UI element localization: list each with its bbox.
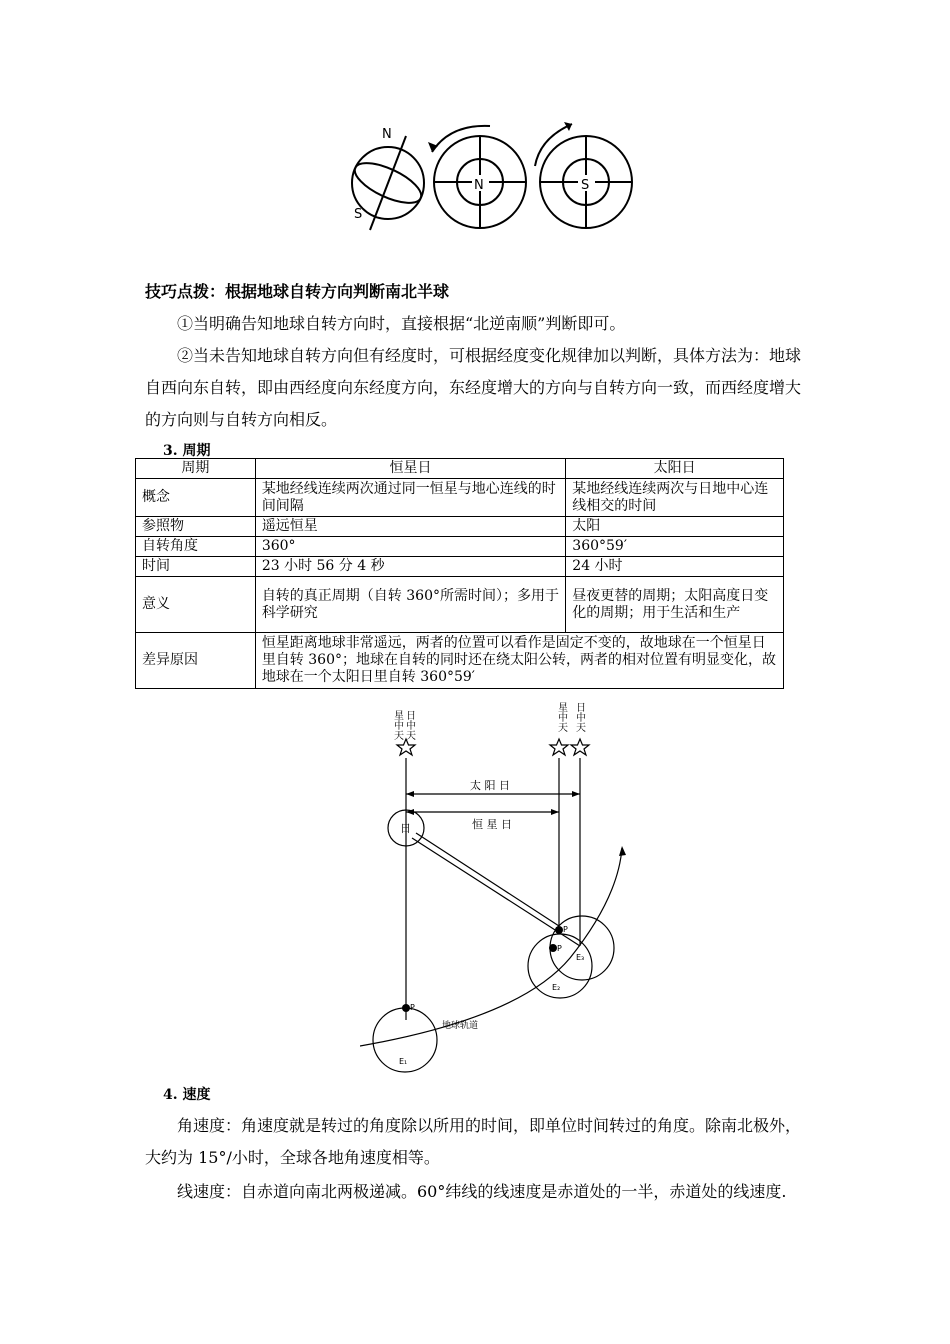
tip-title: 技巧点拨：根据地球自转方向判断南北半球	[145, 282, 450, 301]
north-label: N	[382, 127, 392, 142]
table-cell: 360°	[255, 537, 565, 557]
orbit-figure	[360, 698, 640, 1074]
table-cell: 360°59′	[566, 537, 784, 557]
e2-label: E₂	[552, 983, 561, 992]
table-header-cell: 周期	[136, 459, 256, 479]
table-cell: 时间	[136, 557, 256, 577]
e1-label: E₁	[399, 1057, 408, 1066]
table-cell: 差异原因	[136, 633, 256, 689]
table-row	[136, 517, 784, 537]
sun-noon-label-left: 日中天	[403, 710, 415, 740]
table-cell: 24 小时	[566, 557, 784, 577]
table-cell: 某地经线连续两次与日地中心连线相交的时间	[566, 479, 784, 517]
table-header-row	[136, 459, 784, 479]
table-header-cell: 恒星日	[255, 459, 565, 479]
table-row	[136, 479, 784, 517]
table-cell: 太阳	[566, 517, 784, 537]
e3-label: E₃	[576, 953, 585, 962]
table-cell: 意义	[136, 577, 256, 633]
orbit-label: 地球轨道	[442, 1021, 479, 1031]
counterclockwise-arrow-icon	[428, 142, 438, 152]
sun-label: 日	[400, 822, 411, 835]
table-row	[136, 537, 784, 557]
star-icon	[550, 739, 568, 755]
p-label: P	[563, 925, 568, 934]
north-center-label: N	[474, 178, 484, 193]
table-row	[136, 577, 784, 633]
speed-title: 4. 速度	[163, 1087, 211, 1103]
table-cell: 参照物	[136, 517, 256, 537]
table-cell: 恒星距离地球非常遥远，两者的位置可以看作是固定不变的，故地球在一个恒星日里自转 360°；地球在自转的同时还在绕太阳公转，两者的相对位置有明显变化，故地球在一个太阳日里自转 360°59′	[255, 633, 783, 689]
rotation-figure	[340, 118, 640, 238]
star-noon-label-left: 星中天	[391, 710, 403, 740]
table-cell: 23 小时 56 分 4 秒	[255, 557, 565, 577]
p-label: P	[557, 944, 562, 953]
star-icon	[397, 739, 415, 755]
table-cell: 概念	[136, 479, 256, 517]
speed-angular: 角速度：角速度就是转过的角度除以所用的时间，即单位时间转过的角度。除南北极外，大约为 15°/小时，全球各地角速度相等。	[145, 1116, 802, 1167]
table-header-cell: 太阳日	[566, 459, 784, 479]
period-title: 3. 周期	[163, 443, 211, 459]
table-cell: 遥远恒星	[255, 517, 565, 537]
table-cell: 自转角度	[136, 537, 256, 557]
star-icon	[571, 739, 589, 755]
south-center-label: S	[581, 178, 590, 193]
south-label: S	[354, 207, 363, 222]
table-cell: 昼夜更替的周期；太阳高度日变化的周期；用于生活和生产	[566, 577, 784, 633]
orbit-arrow-icon	[619, 846, 626, 856]
sidereal-day-label: 恒 星 日	[472, 818, 512, 831]
star-noon-label-right: 星中天	[555, 702, 567, 732]
table-row	[136, 633, 784, 689]
table-cell: 自转的真正周期（自转 360°所需时间）；多用于科学研究	[255, 577, 565, 633]
period-table	[135, 458, 784, 689]
speed-linear: 线速度：自赤道向南北两极递减。60°纬线的线速度是赤道处的一半，赤道处的线速度.	[177, 1182, 787, 1201]
tip-paragraph-1: ①当明确告知地球自转方向时，直接根据“北逆南顺”判断即可。	[177, 314, 626, 333]
p-label: P	[410, 1003, 415, 1012]
solar-day-label: 太 阳 日	[470, 779, 510, 792]
table-row	[136, 557, 784, 577]
table-cell: 某地经线连续两次通过同一恒星与地心连线的时间间隔	[255, 479, 565, 517]
sun-noon-label-right: 日中天	[573, 702, 585, 732]
tip-paragraph-2: ②当未告知地球自转方向但有经度时，可根据经度变化规律加以判断，具体方法为：地球自西向东自转，即由西经度向东经度方向，东经度增大的方向与自转方向一致，而西经度增大的方向则与自转方向相反。	[145, 346, 802, 429]
